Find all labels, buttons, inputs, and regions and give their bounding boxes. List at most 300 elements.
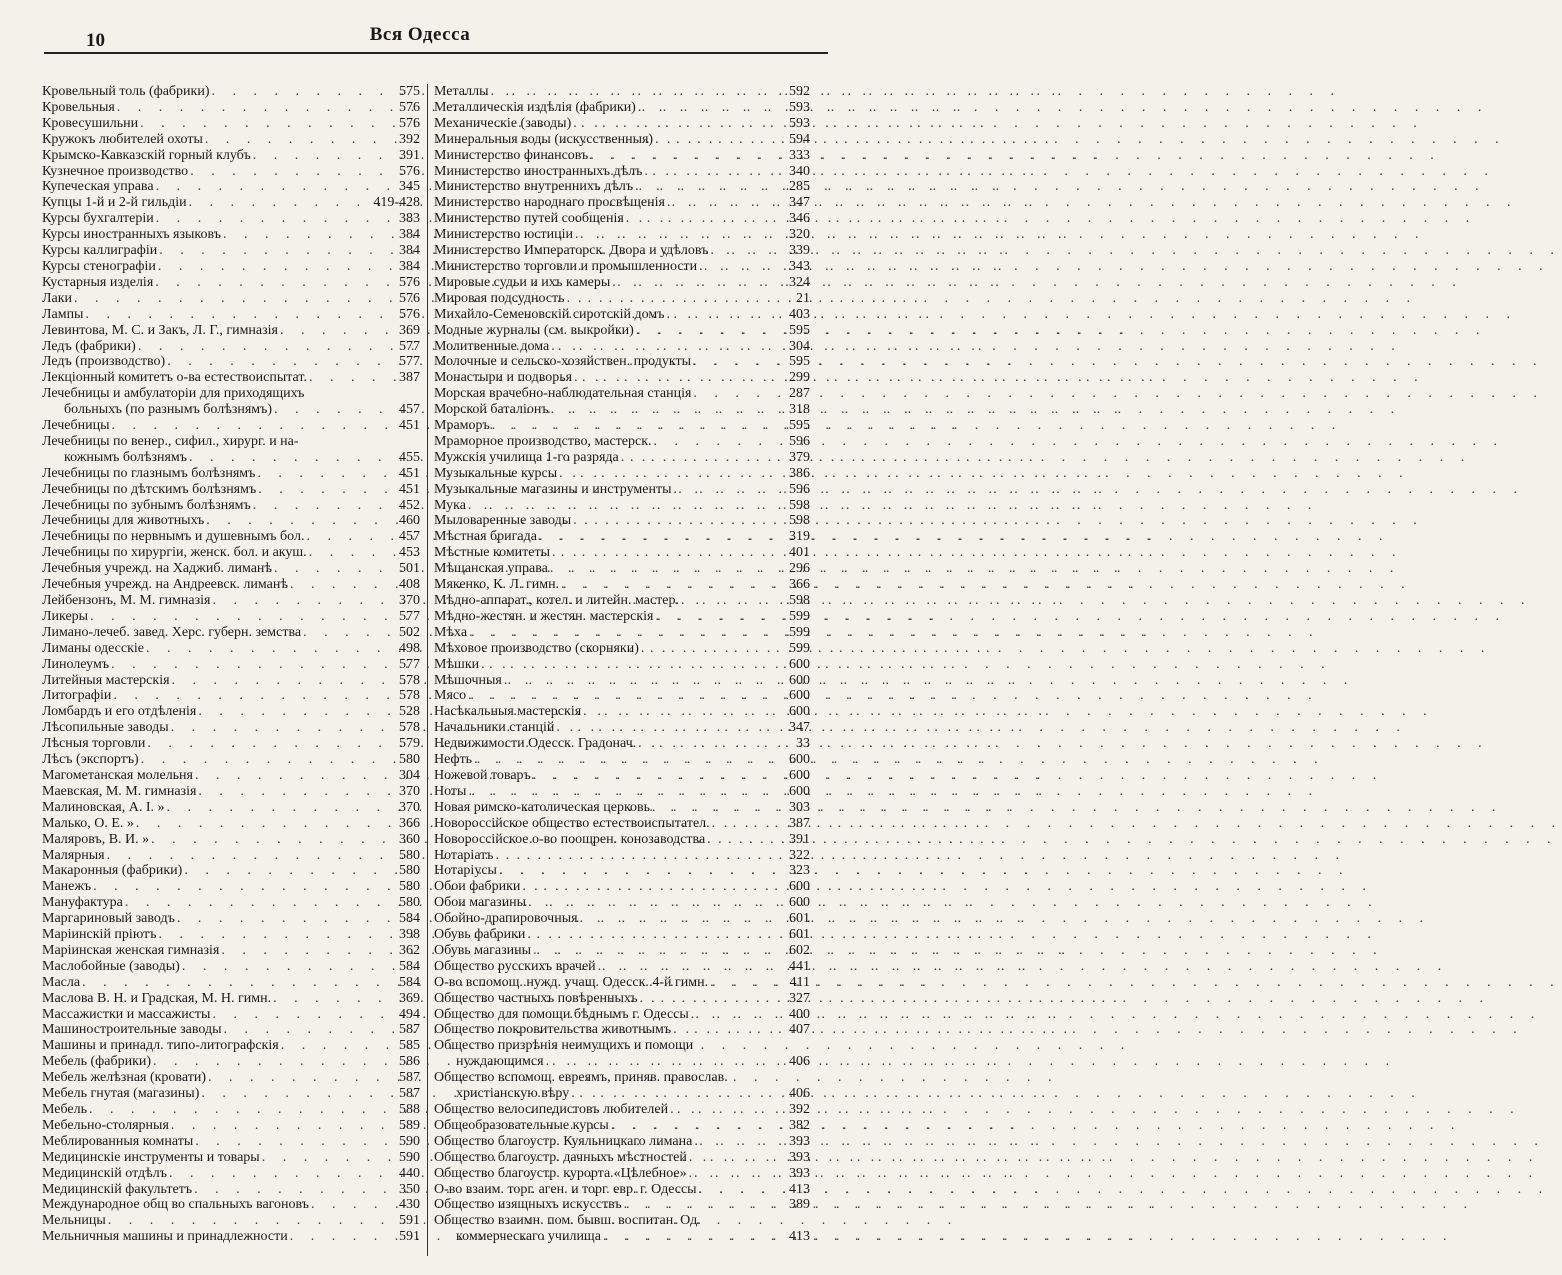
dot-leader bbox=[262, 1150, 392, 1166]
dot-leader bbox=[146, 641, 392, 657]
index-entry-page: 595 bbox=[789, 322, 810, 338]
dot-leader bbox=[673, 1022, 782, 1038]
index-entry-page: 578 bbox=[399, 688, 420, 704]
dot-leader bbox=[710, 243, 782, 259]
dot-leader bbox=[169, 1166, 392, 1182]
index-entry bbox=[434, 482, 810, 498]
dot-leader bbox=[198, 704, 392, 720]
index-entry bbox=[434, 259, 810, 275]
dot-leader bbox=[574, 370, 782, 386]
index-entry bbox=[434, 657, 810, 673]
index-entry bbox=[42, 736, 420, 752]
index-entry-text: Купеческая управа bbox=[42, 179, 154, 195]
index-entry-text: Общество благоустр. Куяльницкаго лимана bbox=[434, 1133, 693, 1149]
index-entry bbox=[434, 895, 810, 911]
index-entry-page: 579 bbox=[399, 736, 420, 752]
index-entry bbox=[42, 752, 420, 768]
index-entry bbox=[434, 434, 810, 450]
dot-leader bbox=[182, 959, 392, 975]
dot-leader bbox=[158, 927, 392, 943]
index-entry-text: коммерческаго училища bbox=[456, 1229, 601, 1245]
dot-leader bbox=[113, 688, 392, 704]
dot-leader bbox=[208, 1070, 392, 1086]
index-entry-text: О-во взаим. торг. аген. и торг. евр. г. Одессы bbox=[434, 1181, 697, 1197]
index-entry-text: Маслова В. Н. и Градская, М. Н. гимн. bbox=[42, 990, 272, 1006]
index-entry bbox=[42, 1007, 420, 1023]
index-entry bbox=[42, 848, 420, 864]
index-entry bbox=[434, 752, 810, 768]
index-entry bbox=[434, 84, 810, 100]
index-entry-text: Мѣщанская управа bbox=[434, 561, 548, 577]
index-entry-text: Начальники станцій bbox=[434, 720, 555, 736]
dot-leader bbox=[112, 418, 392, 434]
dot-leader bbox=[274, 402, 392, 418]
index-entry-text: Малько, О. Е. » bbox=[42, 815, 134, 831]
dot-leader bbox=[274, 561, 392, 577]
index-entry-page: 455 bbox=[399, 449, 420, 465]
index-entry-text: Лечебницы по венер., сифил., хирург. и на- bbox=[42, 433, 299, 449]
index-entry-text: Мебельно-столярныя bbox=[42, 1117, 169, 1133]
dot-leader bbox=[712, 816, 782, 832]
dot-leader bbox=[694, 1134, 782, 1150]
index-entry-page: 393 bbox=[789, 1165, 810, 1181]
index-entry-page: 589 bbox=[399, 1117, 420, 1133]
dot-leader bbox=[172, 673, 392, 689]
index-entry-text: Маргариновый заводъ bbox=[42, 911, 175, 927]
index-entry bbox=[434, 339, 810, 355]
index-entry-page: 296 bbox=[789, 561, 810, 577]
dot-leader bbox=[635, 179, 782, 195]
index-entry bbox=[434, 673, 810, 689]
index-entry-text: Молочные и сельско-хозяйствен. продукты bbox=[434, 354, 691, 370]
index-entry-text: Медицинскій факультетъ bbox=[42, 1181, 193, 1197]
index-entry bbox=[434, 1182, 810, 1198]
index-entry bbox=[42, 84, 420, 100]
index-entry bbox=[42, 641, 420, 657]
dot-leader bbox=[499, 863, 782, 879]
index-entry bbox=[434, 561, 810, 577]
header-divider bbox=[44, 52, 828, 54]
index-entry-text: Обувь магазины bbox=[434, 942, 532, 958]
dot-leader bbox=[699, 259, 782, 275]
index-entry bbox=[434, 736, 810, 752]
dot-leader bbox=[670, 1102, 782, 1118]
dot-leader bbox=[674, 482, 782, 498]
index-entry bbox=[42, 895, 420, 911]
index-entry bbox=[434, 354, 810, 370]
index-entry-page: 339 bbox=[789, 243, 810, 259]
index-entry bbox=[434, 164, 810, 180]
index-entry bbox=[434, 243, 810, 259]
dot-leader bbox=[213, 593, 393, 609]
dot-leader bbox=[153, 1054, 392, 1070]
index-entry-page: 406 bbox=[789, 1054, 810, 1070]
index-entry bbox=[42, 657, 420, 673]
dot-leader bbox=[167, 354, 392, 370]
index-entry-page: 588 bbox=[399, 1102, 420, 1117]
index-entry-page: 440 bbox=[399, 1165, 420, 1181]
index-entry bbox=[434, 577, 810, 593]
dot-leader bbox=[693, 386, 782, 402]
index-entry bbox=[434, 1054, 810, 1070]
dot-leader bbox=[74, 291, 392, 307]
index-entry-text: Министерство торговли и промышленности bbox=[434, 258, 698, 274]
index-entry bbox=[42, 991, 420, 1007]
index-entry bbox=[42, 513, 420, 529]
index-entry-text: Общество изящныхъ искусствъ bbox=[434, 1197, 622, 1213]
dot-leader bbox=[158, 259, 392, 275]
dot-leader bbox=[654, 434, 782, 450]
index-entry-page: 577 bbox=[399, 608, 420, 624]
dot-leader bbox=[156, 211, 392, 227]
index-entry-page: 584 bbox=[399, 974, 420, 990]
index-entry bbox=[434, 545, 810, 561]
index-entry bbox=[42, 1166, 420, 1182]
index-entry-text: Масла bbox=[42, 974, 81, 990]
dot-leader bbox=[583, 704, 782, 720]
index-entry bbox=[42, 354, 420, 370]
index-entry bbox=[42, 211, 420, 227]
index-entry bbox=[434, 609, 810, 625]
index-entry bbox=[434, 816, 810, 832]
index-entry-page: 596 bbox=[789, 433, 810, 449]
index-entry-text: Мебель желѣзная (кровати) bbox=[42, 1070, 206, 1086]
index-entry-text: Металлическія издѣлія (фабрики) bbox=[434, 99, 636, 115]
index-entry bbox=[434, 386, 810, 402]
dot-leader bbox=[151, 832, 392, 848]
dot-leader bbox=[223, 227, 392, 243]
index-entry-page: 592 bbox=[789, 84, 810, 99]
index-entry bbox=[42, 1213, 420, 1229]
index-entry-page: 501 bbox=[399, 561, 420, 577]
index-entry-text: Мясо bbox=[434, 688, 467, 704]
index-entry-text: Мѣха bbox=[434, 624, 468, 640]
dot-leader bbox=[195, 768, 392, 784]
index-entry-text: Механическіе (заводы) bbox=[434, 115, 572, 131]
index-entry-page: 370 bbox=[399, 783, 420, 799]
dot-leader bbox=[257, 466, 392, 482]
dot-leader bbox=[707, 832, 782, 848]
index-entry-text: Мужскія училища 1-го разряда bbox=[434, 449, 619, 465]
index-entry bbox=[434, 529, 810, 545]
index-entry-text: Маріинскій пріютъ bbox=[42, 927, 157, 943]
index-entry bbox=[42, 1197, 420, 1213]
index-entry-page: 366 bbox=[399, 815, 420, 831]
index-entry-page: 391 bbox=[789, 831, 810, 847]
index-entry-text: Общество покровительства животнымъ bbox=[434, 1022, 672, 1038]
dot-leader bbox=[147, 736, 392, 752]
index-entry-page: 498 bbox=[399, 640, 420, 656]
index-entry-page: 580 bbox=[399, 879, 420, 895]
index-entry-text: Мраморное производство, мастерск. bbox=[434, 433, 652, 449]
index-entry-text: Новороссійское о-во поощрен. конозаводства bbox=[434, 831, 706, 847]
index-entry-text: Металлы bbox=[434, 84, 489, 99]
index-entry-text: Машины и принадл. типо-литографскія bbox=[42, 1038, 279, 1054]
index-entry bbox=[42, 370, 420, 386]
dot-leader bbox=[691, 1007, 782, 1023]
index-entry-page: 347 bbox=[789, 720, 810, 736]
index-entry-page: 384 bbox=[399, 243, 420, 259]
index-entry-page: 577 bbox=[399, 656, 420, 672]
index-entry bbox=[434, 991, 810, 1007]
index-entry bbox=[42, 275, 420, 291]
index-entry-page: 319 bbox=[789, 529, 810, 545]
index-entry-text: Мѣстная бригада bbox=[434, 529, 537, 545]
dot-leader bbox=[155, 275, 392, 291]
index-entry-text: Лиманы одесскіе bbox=[42, 640, 144, 656]
index-entry-page: 304 bbox=[399, 767, 420, 783]
index-entry-text: кожнымъ болѣзнямъ bbox=[64, 449, 187, 465]
index-entry-page: 576 bbox=[399, 163, 420, 179]
dot-leader bbox=[140, 116, 392, 132]
dot-leader bbox=[201, 1086, 392, 1102]
index-entry-page: 580 bbox=[399, 863, 420, 879]
index-entry-text: Ломбардъ и его отдѣленія bbox=[42, 704, 197, 720]
index-entry-text: Мякенко, К. Л. гимн. bbox=[434, 577, 560, 593]
dot-leader bbox=[504, 673, 782, 689]
index-entry bbox=[434, 704, 810, 720]
index-entry-text: Нотаріусы bbox=[434, 863, 497, 879]
index-entry-text: Лечебницы для животныхъ bbox=[42, 513, 205, 529]
index-entry-page: 346 bbox=[789, 211, 810, 227]
index-entry-page: 600 bbox=[789, 895, 810, 911]
dot-leader bbox=[223, 1022, 392, 1038]
index-entry-text: Мировые судьи и ихъ камеры bbox=[434, 274, 611, 290]
index-entry-page: 387 bbox=[399, 370, 420, 386]
index-entry-page: 393 bbox=[789, 1149, 810, 1165]
index-entry-text: Лѣсопильные заводы bbox=[42, 720, 169, 736]
index-entry-text: Обойно-драпировочныя bbox=[434, 911, 578, 927]
index-entry bbox=[42, 832, 420, 848]
index-entry bbox=[42, 402, 420, 418]
index-entry bbox=[42, 768, 420, 784]
index-entry bbox=[42, 704, 420, 720]
dot-leader bbox=[612, 275, 782, 291]
index-entry-page: 340 bbox=[789, 163, 810, 179]
index-entry-page: 387 bbox=[789, 815, 810, 831]
dot-leader bbox=[681, 593, 782, 609]
index-entry bbox=[42, 609, 420, 625]
index-entry-text: Массажистки и массажисты bbox=[42, 1006, 211, 1022]
dot-leader bbox=[469, 625, 782, 641]
dot-leader bbox=[573, 116, 782, 132]
index-entry bbox=[434, 498, 810, 514]
index-entry bbox=[42, 418, 420, 434]
dot-leader bbox=[82, 975, 392, 991]
index-entry bbox=[42, 323, 420, 339]
index-entry-text: Мануфактура bbox=[42, 895, 123, 911]
dot-leader bbox=[611, 1118, 782, 1134]
index-entry bbox=[434, 832, 810, 848]
index-entry-text: Мраморъ bbox=[434, 418, 490, 434]
index-entry-page: 333 bbox=[789, 147, 810, 163]
dot-leader bbox=[640, 991, 782, 1007]
index-entry-text: Меблированныя комнаты bbox=[42, 1133, 194, 1149]
index-entry-text: Монастыри и подворья bbox=[434, 370, 573, 386]
index-entry bbox=[42, 1134, 420, 1150]
index-entry bbox=[434, 720, 810, 736]
index-entry-text: Лампы bbox=[42, 306, 84, 322]
index-entry-page: 318 bbox=[789, 402, 810, 418]
index-entry-text: Лечебницы по хирургіи, женск. бол. и акуш. bbox=[42, 545, 307, 561]
index-entry-text: Морская врачебно-наблюдательная станція bbox=[434, 386, 692, 402]
index-entry bbox=[42, 1054, 420, 1070]
index-entry-text: Новая римско-католическая церковь bbox=[434, 799, 651, 815]
index-entry-page: 21 bbox=[796, 290, 810, 306]
dot-leader bbox=[522, 879, 782, 895]
index-entry-text: Медицинскіе инструменты и товары bbox=[42, 1149, 260, 1165]
index-entry-text: Министерство народнаго просвѣщенія bbox=[434, 195, 665, 211]
index-entry-text: Кровесушильни bbox=[42, 115, 139, 131]
index-entry-text: Кустарныя изделія bbox=[42, 274, 154, 290]
index-entry bbox=[42, 100, 420, 116]
dot-leader bbox=[528, 895, 782, 911]
index-entry-text: Минеральныя воды (искусственныя) bbox=[434, 131, 654, 147]
dot-leader bbox=[253, 498, 392, 514]
dot-leader bbox=[552, 545, 782, 561]
index-entry-page: 398 bbox=[399, 927, 420, 943]
index-entry-text: Морской баталіонъ bbox=[434, 402, 549, 418]
index-entry-page: 595 bbox=[789, 418, 810, 434]
page-title: Вся Одесса bbox=[369, 24, 471, 45]
index-entry-text: Кровельный толь (фабрики) bbox=[42, 84, 210, 99]
index-entry bbox=[434, 1086, 810, 1102]
index-entry-text: Курсы иностранныхъ языковъ bbox=[42, 227, 222, 243]
index-entry-page: 575 bbox=[399, 84, 420, 99]
index-entry-page: 591 bbox=[399, 1229, 420, 1245]
index-entry bbox=[42, 625, 420, 641]
index-entry bbox=[42, 577, 420, 593]
index-entry bbox=[434, 1213, 810, 1229]
index-entry-text: Общество частныхъ повѣренныхъ bbox=[434, 990, 638, 1006]
dot-leader bbox=[590, 148, 782, 164]
index-entry bbox=[42, 1182, 420, 1198]
index-entry-text: Музыкальные курсы bbox=[434, 465, 558, 481]
index-entry bbox=[434, 959, 810, 975]
index-entry bbox=[42, 195, 420, 211]
index-entry-page: 392 bbox=[399, 131, 420, 147]
index-entry-page: 591 bbox=[399, 1213, 420, 1229]
index-entry-text: Лечебныя учрежд. на Хаджиб. лиманѣ bbox=[42, 561, 273, 577]
dot-leader bbox=[492, 418, 782, 434]
dot-leader bbox=[655, 132, 782, 148]
index-entry-page: 382 bbox=[789, 1117, 810, 1133]
dot-leader bbox=[159, 243, 392, 259]
index-entry bbox=[434, 800, 810, 816]
index-entry-page: 595 bbox=[789, 354, 810, 370]
index-entry bbox=[42, 816, 420, 832]
index-entry-page: 369 bbox=[399, 322, 420, 338]
index-entry-page: 400 bbox=[789, 1006, 810, 1022]
index-entry bbox=[434, 370, 810, 386]
index-entry-page: 600 bbox=[789, 688, 810, 704]
index-entry bbox=[42, 959, 420, 975]
index-entry bbox=[434, 1102, 810, 1118]
index-entry bbox=[42, 116, 420, 132]
index-entry-page: 366 bbox=[789, 577, 810, 593]
dot-leader bbox=[273, 991, 392, 1007]
index-entry-page: 370 bbox=[399, 799, 420, 815]
index-entry bbox=[42, 879, 420, 895]
index-entry-text: Мебель bbox=[42, 1102, 88, 1117]
index-entry-page: 441 bbox=[789, 958, 810, 974]
index-entry-page: 600 bbox=[789, 704, 810, 720]
index-entry-text: Ледъ (производство) bbox=[42, 354, 166, 370]
index-entry-page: 370 bbox=[399, 593, 420, 608]
dot-leader bbox=[138, 339, 392, 355]
index-entry-text: Кузнечное производство bbox=[42, 163, 189, 179]
index-entry-page: 580 bbox=[399, 895, 420, 911]
index-entry-text: Лейбензонъ, М. М. гимназія bbox=[42, 593, 211, 608]
index-entry-page: 584 bbox=[399, 958, 420, 974]
index-entry-page: 384 bbox=[399, 258, 420, 274]
index-entry-page: 327 bbox=[789, 990, 810, 1006]
index-entry-page: 577 bbox=[399, 338, 420, 354]
index-entry-page: 578 bbox=[399, 672, 420, 688]
index-entry-text: Нефть bbox=[434, 752, 473, 768]
index-entry-text: Малярныя bbox=[42, 847, 105, 863]
index-entry-text: Левинтова, М. С. и Закъ, Л. Г., гимназія bbox=[42, 322, 278, 338]
index-entry-page: 322 bbox=[789, 847, 810, 863]
dot-leader bbox=[90, 609, 392, 625]
index-entry-text: Мѣховое производство (скорняки) bbox=[434, 640, 639, 656]
index-entry-text: Лаки bbox=[42, 290, 73, 306]
index-entry-page: 406 bbox=[789, 1086, 810, 1102]
index-entry bbox=[42, 132, 420, 148]
index-entry bbox=[42, 1022, 420, 1038]
index-entry-page: 401 bbox=[789, 545, 810, 561]
index-entry bbox=[434, 1118, 810, 1134]
index-entry-text: Нотаріатъ bbox=[434, 847, 494, 863]
index-entry-text: Крымско-Кавказскій горный клубъ bbox=[42, 147, 251, 163]
index-entry-text: Мѣстные комитеты bbox=[434, 545, 551, 561]
dot-leader bbox=[551, 402, 782, 418]
index-entry bbox=[42, 529, 420, 545]
index-entry bbox=[434, 1166, 810, 1182]
index-entry-text: христіанскую вѣру bbox=[456, 1086, 570, 1102]
index-entry-page: 600 bbox=[789, 879, 810, 895]
index-entry bbox=[434, 132, 810, 148]
index-entry-text: Маляровъ, В. И. » bbox=[42, 831, 150, 847]
index-entry-page: 451 bbox=[399, 465, 420, 481]
index-entry-page: 580 bbox=[399, 752, 420, 768]
index-entry-text: Мѣшочныя bbox=[434, 672, 502, 688]
index-entry-page: 347 bbox=[789, 195, 810, 211]
index-entry-page: 598 bbox=[789, 513, 810, 529]
index-entry-text: Министерство внутреннихъ дѣлъ bbox=[434, 179, 634, 195]
index-entry-page: 389 bbox=[789, 1197, 810, 1213]
index-entry-page: 460 bbox=[399, 513, 420, 529]
index-entry-text: Магометанская молельня bbox=[42, 767, 193, 783]
index-entry bbox=[42, 164, 420, 180]
index-entry bbox=[42, 673, 420, 689]
index-entry-page: 590 bbox=[399, 1149, 420, 1165]
index-entry-text: Машиностроительные заводы bbox=[42, 1022, 222, 1038]
index-entry-page: 379 bbox=[789, 449, 810, 465]
index-entry bbox=[434, 100, 810, 116]
index-entry bbox=[42, 498, 420, 514]
index-entry-page: 320 bbox=[789, 227, 810, 243]
index-entry bbox=[434, 227, 810, 243]
dot-leader bbox=[177, 911, 392, 927]
index-entry-text: Общество велосипедистовъ любителей bbox=[434, 1102, 669, 1117]
dot-leader bbox=[189, 195, 372, 211]
index-entry bbox=[434, 275, 810, 291]
index-entry bbox=[42, 975, 420, 991]
dot-leader bbox=[550, 561, 782, 577]
index-entry-page: 413 bbox=[789, 1181, 810, 1197]
index-entry bbox=[434, 291, 810, 307]
